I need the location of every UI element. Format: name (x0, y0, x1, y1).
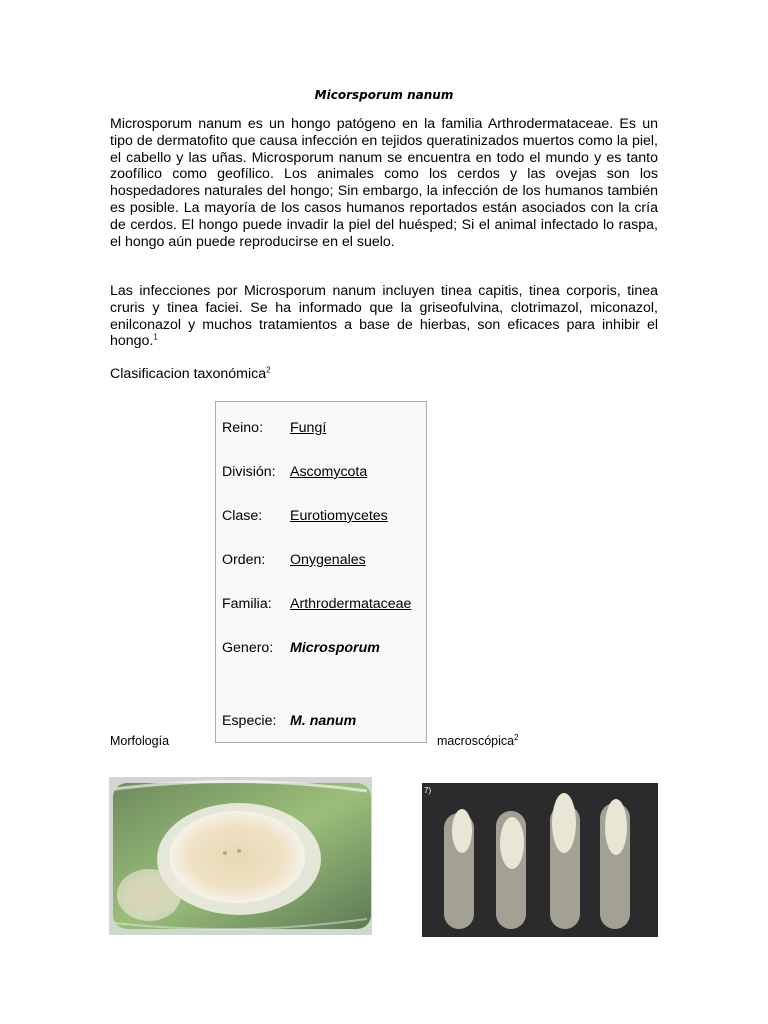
taxonomy-link-reino[interactable]: Fungí (290, 420, 327, 436)
taxonomy-row-orden (222, 552, 366, 568)
infections-paragraph (110, 283, 658, 350)
reference-2-morphology: 2 (514, 732, 519, 742)
taxonomy-key: Orden: (222, 552, 266, 568)
taxonomy-table (215, 401, 427, 743)
reference-2: 2 (266, 365, 271, 375)
taxonomy-key: Familia: (222, 596, 272, 612)
taxonomy-row-clase (222, 508, 388, 524)
taxonomy-key: Reino: (222, 420, 264, 436)
taxonomy-link-division[interactable]: Ascomycota (290, 464, 368, 480)
taxonomy-key: Genero: (222, 640, 274, 656)
taxonomy-link-familia[interactable]: Arthrodermataceae (290, 596, 412, 612)
taxonomy-value-genero: Microsporum (290, 640, 380, 656)
culture-plate-image (109, 777, 372, 935)
morphology-label-right-text: macroscópica (437, 734, 515, 748)
taxonomy-key: Clase: (222, 508, 263, 524)
taxonomy-row-familia (222, 596, 411, 612)
morphology-label-right (437, 734, 519, 748)
taxonomy-link-clase[interactable]: Eurotiomycetes (290, 508, 388, 524)
taxonomy-key: División: (222, 464, 276, 480)
taxonomy-value-especie: M. nanum (290, 713, 357, 729)
taxonomy-link-orden[interactable]: Onygenales (290, 552, 366, 568)
taxonomy-heading-text: Clasificacion taxonómica (110, 366, 267, 382)
infections-text: Las infecciones por Microsporum nanum incluyen tinea capitis, tinea corporis, tinea cruris y tinea faciei. Se ha informado que la griseofulvina, clotrimazol, miconazol, enilconazol y muchos tratamientos a base de hierbas, son eficaces para inhibir el hongo. (110, 283, 658, 350)
tubes-figure-label: 7) (424, 786, 432, 795)
culture-tubes-photo (422, 783, 658, 937)
taxonomy-row-genero (222, 640, 380, 656)
taxonomy-row-reino (222, 420, 326, 436)
taxonomy-heading (110, 366, 271, 382)
culture-plate-photo (109, 777, 372, 935)
taxonomy-row-especie (222, 713, 356, 729)
document-title: Micorsporum nanum (314, 88, 454, 102)
taxonomy-row-division (222, 464, 367, 480)
intro-paragraph: Microsporum nanum es un hongo patógeno en la familia Arthrodermataceae. Es un tipo de dermatofito que causa infección en tejidos queratinizados muertos como la piel, el cabello y las uñas. Microsporum nanum se encuentra en todo el mundo y es tanto zoofílico como geofílico. Los animales como los cerdos y las ovejas son los hospedadores naturales del hongo; Sin embargo, la infección de los humanos también es posible. La mayoría de los casos humanos reportados están asociados con la cría de cerdos. El hongo puede invadir la piel del huésped; Si el animal infectado lo raspa, el hongo aún puede reproducirse en el suelo. (110, 116, 658, 250)
morphology-label-left: Morfología (110, 734, 170, 748)
taxonomy-key: Especie: (222, 713, 277, 729)
culture-tubes-image (422, 783, 658, 937)
reference-1: 1 (153, 332, 158, 342)
